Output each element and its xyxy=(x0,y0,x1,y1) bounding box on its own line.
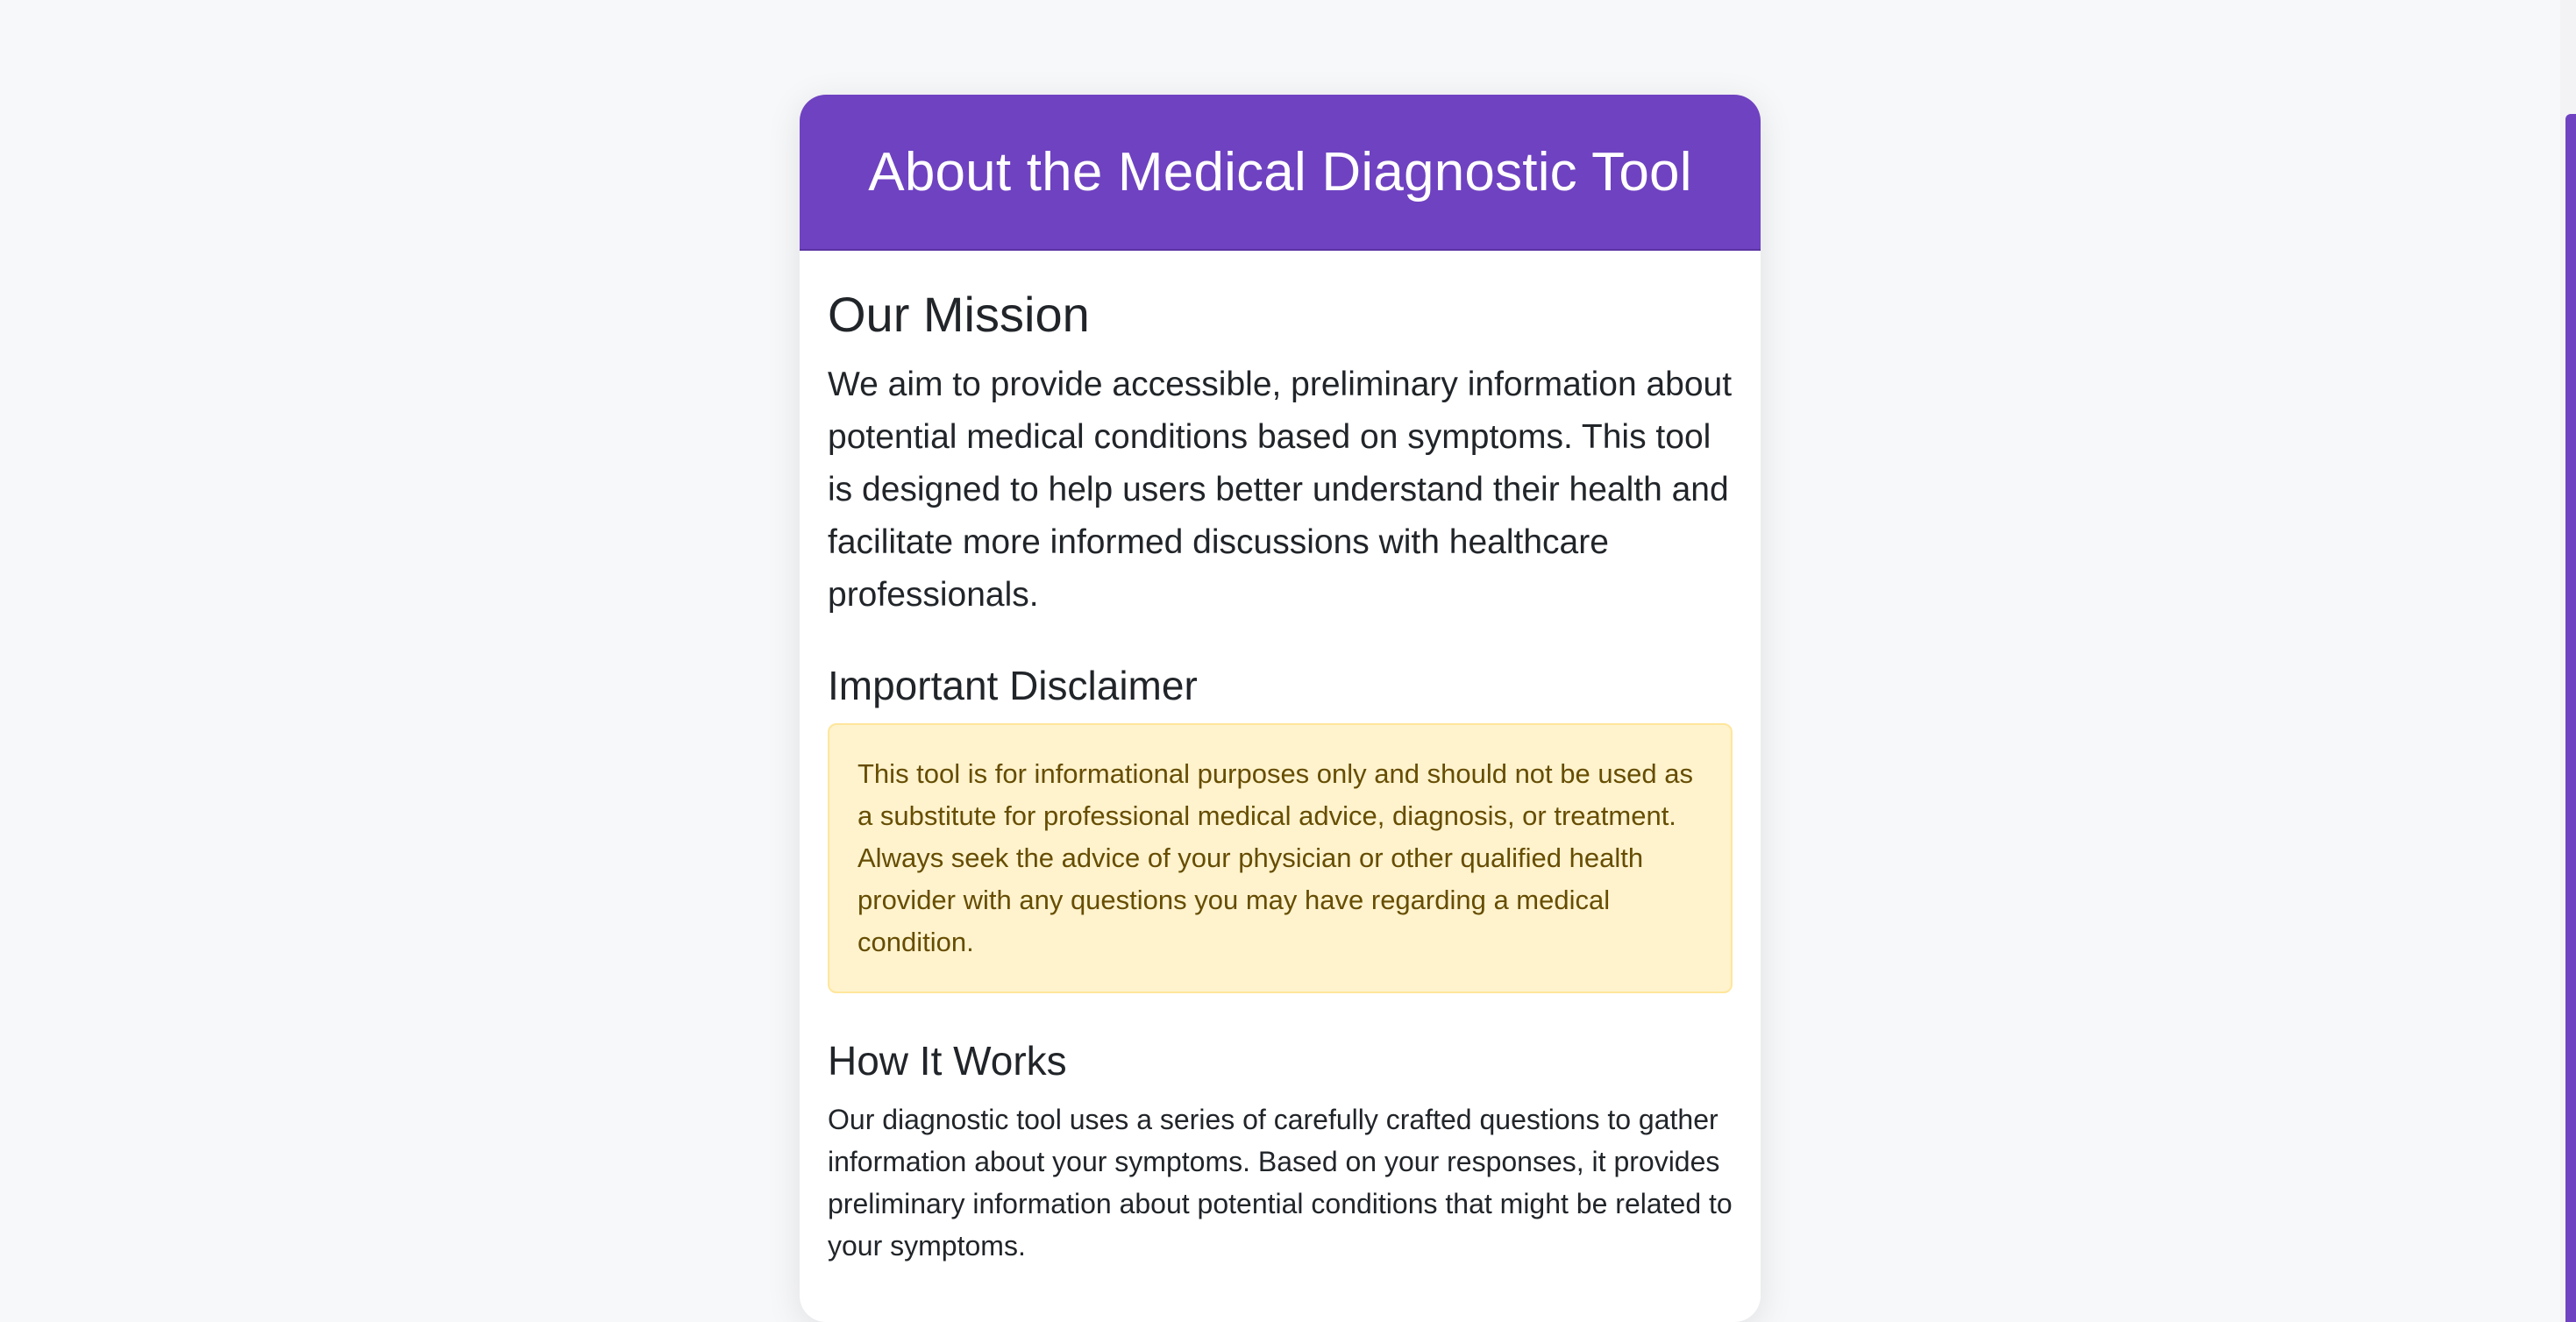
scrollbar-thumb[interactable] xyxy=(2565,114,2576,1322)
how-it-works-heading: How It Works xyxy=(828,1038,1067,1084)
mission-text: We aim to provide accessible, preliminary information about potential medical conditions based on symptoms. This tool is designed to help users better understand their health and facilitate more informed discussions with healthcare professionals. xyxy=(828,366,1733,614)
card-header xyxy=(800,95,1761,251)
how-it-works-text: Our diagnostic tool uses a series of carefully crafted questions to gather information about your symptoms. Based on your responses, it provides preliminary information about potential conditions that might be related to your symptoms. xyxy=(828,1104,1733,1262)
disclaimer-text: This tool is for informational purposes only and should not be used as a substitute for professional medical advice, diagnosis, or treatment. Always seek the advice of your physician or other qualified health provider with any questions you may have regarding a medical condition. xyxy=(857,758,1693,957)
card-body xyxy=(800,251,1761,1267)
scrollbar-track[interactable] xyxy=(2560,0,2576,1322)
mission-heading: Our Mission xyxy=(828,287,1090,342)
disclaimer-alert xyxy=(828,723,1733,993)
page-title: About the Medical Diagnostic Tool xyxy=(868,141,1692,203)
disclaimer-heading: Important Disclaimer xyxy=(828,663,1198,708)
about-card xyxy=(800,95,1761,1322)
